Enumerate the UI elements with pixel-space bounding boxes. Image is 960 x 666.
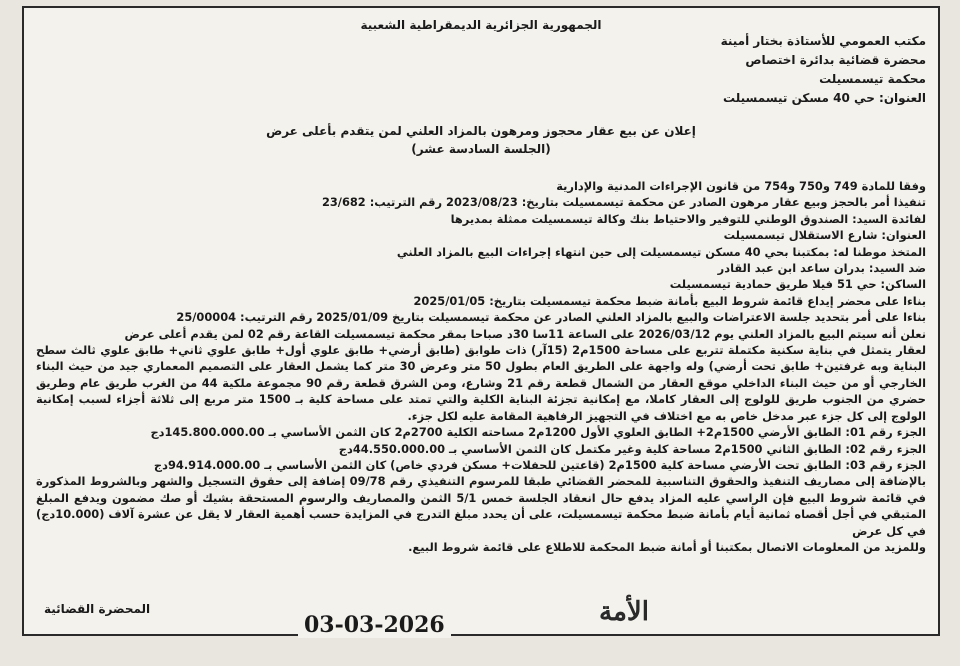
announcement-page (22, 6, 940, 636)
office-line-1: مكتب العمومي للأستاذة بختار أمينة (720, 34, 926, 48)
body-line-part-1: الجزء رقم 01: الطابق الأرضي 1500م2+ الطابق العلوي الأول 1200م2 مساحته الكلية 2700م2 كان الثمن الأساسي بـ 145.800.000.00دج (150, 425, 926, 440)
republic-heading: الجمهورية الجزائرية الديمقراطية الشعبية (360, 18, 602, 32)
office-address: العنوان: حي 40 مسكن تيسمسيلت (723, 91, 926, 105)
body-line-legal-basis: وفقا للمادة 749 و750 و754 من قانون الإجراءات المدنية والإدارية (556, 179, 926, 193)
announcement-session: (الجلسة السادسة عشر) (411, 142, 551, 156)
newspaper-logo (564, 594, 684, 628)
office-line-2: محضرة قضائية بدائرة اختصاص (745, 53, 926, 67)
body-line-beneficiary-address: العنوان: شارع الاستقلال تيسمسيلت (723, 228, 926, 243)
office-line-3: محكمة تيسمسيلت (819, 72, 926, 86)
body-line-order: تنفيذا أمر بالحجز وبيع عقار مرهون الصادر عن محكمة تيسمسيلت بتاريخ: 2023/08/23 رقم الترتيب: 23/682 (321, 195, 926, 210)
announcement-body (36, 178, 926, 555)
body-line-domicile: المتخذ موطنا له: بمكتبنا بحي 40 مسكن تيسمسيلت إلى حين انتهاء إجراءات البيع بالمزاد العلني (396, 244, 926, 259)
body-line-sale-date: نعلن أنه سيتم البيع بالمزاد العلني يوم 2026/03/12 على الساعة 11سا 30د صباحا بمقر محكمة تيسمسيلت القاعة رقم 02 لمن يقدم أعلى عرض (124, 326, 926, 341)
body-line-part-3: الجزء رقم 03: الطابق تحت الأرضي مساحة كلية 1500م2 (قاعتين للحفلات+ مسكن فردي خاص) كان الثمن الأساسي بـ 94.914.000.00دج (153, 457, 926, 472)
body-line-resident: الساكن: حي 51 فيلا طريق حمادية تيسمسيلت (669, 277, 926, 292)
body-line-deposit: بناءا على محضر إيداع قائمة شروط البيع بأمانة ضبط محكمة تيسمسيلت بتاريخ: 2025/01/05 (413, 293, 926, 308)
body-line-property-description: لعقار يتمثل في بناية سكنية مكتملة تتربع على مساحة 1500م2 (15آر) ذات طوابق (طابق أرضي+ طابق علوي أول+ طابق علوي ثاني+ طابق علوي ثالث سطح البناية وبه غرفتين+ طابق تحت أرضي) وله واجهة على الطريق العام بطول 50 متر وعرض 30 متر كما يشمل العقار على التصميم المعماري جيد من حيث البناء الخارجي أو من حيث البناء الداخلي موقع العقار من الشمال قطعة رقم 21 وشارع، ومن الشرق قطعة رقم 90 مجموعة ملكية 44 من الغرب طريق عام وطريق حضري من الجنوب طريق للولوج إلى العقار كاملا، مع إمكانية تجزئة البناية الكلية والتي تمتد على مساحة كلية بـ 1500 متر مربع إلى ثلاثة أجزاء لسبب إمكانية الولوج إلى كل جزء عبر مدخل خاص به مع اختلاف في التجهيز الرفاهية المقامة عليه لكل جزء. (36, 343, 927, 423)
bailiff-signature: المحضرة القضائية (44, 602, 151, 616)
body-line-against: ضد السيد: بدران ساعد ابن عبد القادر (717, 261, 926, 276)
body-line-fees: بالإضافة إلى مصاريف التنفيذ والحقوق التناسبية للمحضر القضائي طبقا للمرسوم التنفيذي رقم 09/78 إضافة إلى حقوق التسجيل والشهر وبالشروط المذكورة في قائمة شروط البيع فإن الراسي عليه المزاد يدفع حال انعقاد الجلسة خمس 5/1 الثمن والمصاريف والرسوم المستحقة بشيك أو صك مضمون ويدفع المبلغ المتبقي في أجل أقصاه ثمانية أيام بأمانة ضبط محكمة تيسمسيلت، على أن يحدد مبلغ التدرج في المزايدة حسب أهمية العقار لا يقل عن عشرة آلاف (10.000دج) في كل عرض (36, 474, 926, 538)
announcement-title: إعلان عن بيع عقار محجوز ومرهون بالمزاد العلني لمن يتقدم بأعلى عرض (266, 124, 696, 138)
newspaper-logo-text: الأمة (599, 597, 649, 627)
body-line-beneficiary: لفائدة السيد: الصندوق الوطني للتوفير والاحتياط بنك وكالة تيسمسيلت ممثلة بمديرها (450, 211, 926, 226)
publication-date: 03-03-2026 (298, 612, 451, 638)
body-line-part-2: الجزء رقم 02: الطابق الثاني 1500م2 مساحة كلية وغير مكتمل كان الثمن الأساسي بـ 44.550.000.00دج (338, 441, 926, 456)
body-line-contact: وللمزيد من المعلومات الاتصال بمكتبنا أو أمانة ضبط المحكمة للاطلاع على قائمة شروط البيع. (408, 539, 926, 554)
body-line-session-order: بناءا على أمر بتحديد جلسة الاعتراضات والبيع بالمزاد العلني الصادر عن محكمة تيسمسيلت بتاريخ 2025/01/09 رقم الترتيب: 25/00004 (176, 310, 926, 325)
